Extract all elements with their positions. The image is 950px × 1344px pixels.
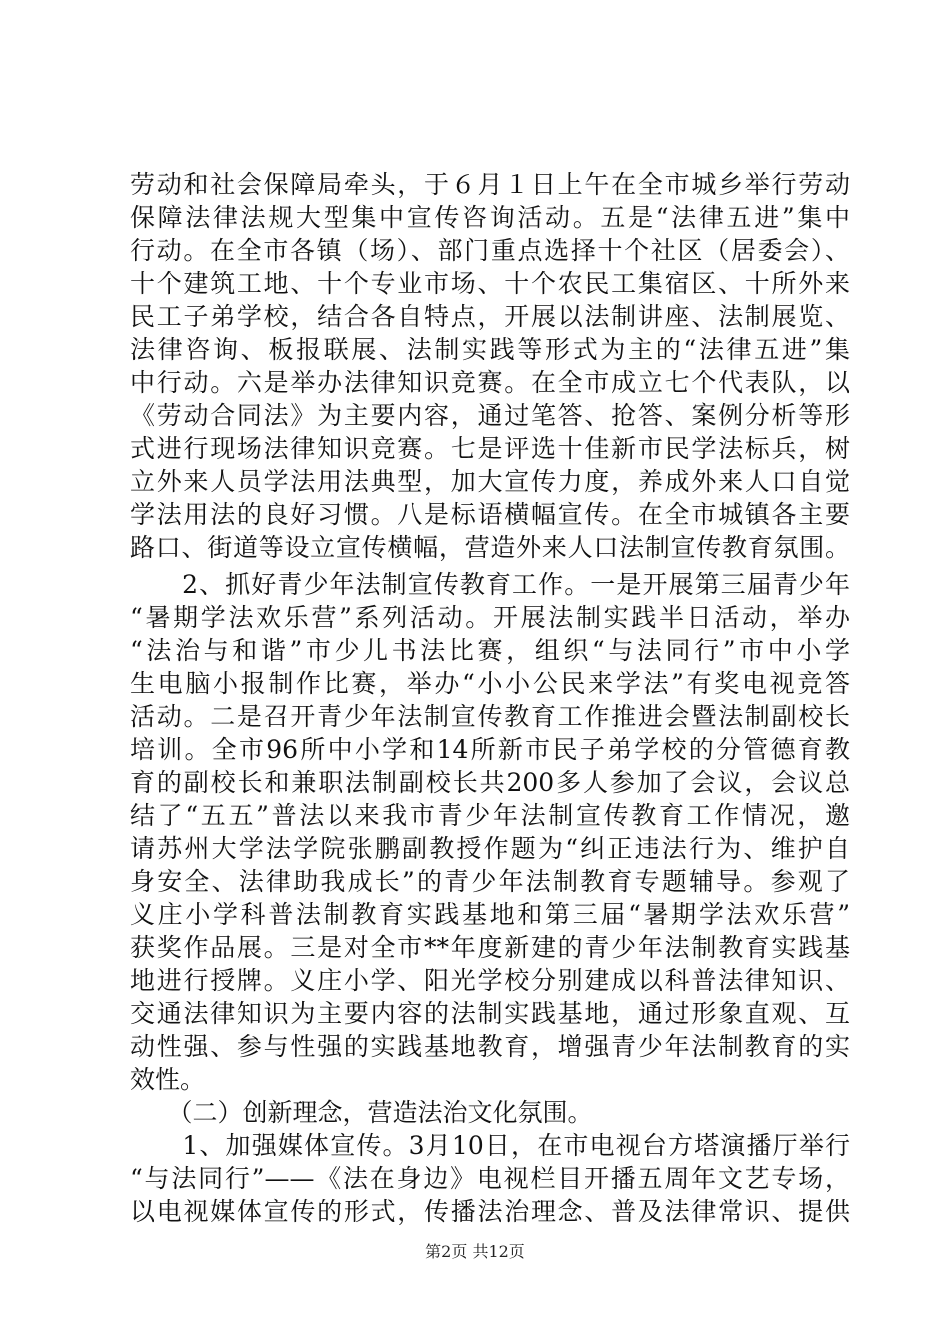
text-line: 以电视媒体宣传的形式，传播法治理念、普及法律常识、提供 xyxy=(130,1197,850,1226)
text-line: “与法同行”——《法在身边》电视栏目开播五周年文艺专场， xyxy=(130,1164,850,1193)
text-line: 民工子弟学校，结合各自特点，开展以法制讲座、法制展览、 xyxy=(130,302,850,331)
text-line: 效性。 xyxy=(130,1065,206,1094)
text-line: 获奖作品展。三是对全市**年度新建的青少年法制教育实践基 xyxy=(130,933,850,962)
text-line: 行动。在全市各镇（场）、部门重点选择十个社区（居委会）、 xyxy=(130,236,850,265)
text-line: “法治与和谐”市少儿书法比赛，组织“与法同行”市中小学 xyxy=(130,636,850,665)
text-line: 《劳动合同法》为主要内容，通过笔答、抢答、案例分析等形 xyxy=(130,401,850,430)
text-line: 生电脑小报制作比赛，举办“小小公民来学法”有奖电视竞答 xyxy=(130,669,850,698)
text-line: “暑期学法欢乐营”系列活动。开展法制实践半日活动，举办 xyxy=(130,603,850,632)
text-line: 中行动。六是举办法律知识竞赛。在全市成立七个代表队，以 xyxy=(130,368,850,397)
text-line: 结了“五五”普法以来我市青少年法制宣传教育工作情况，邀 xyxy=(130,801,850,830)
text-line: 交通法律知识为主要内容的法制实践基地，通过形象直观、互 xyxy=(130,999,850,1028)
section-heading: （二）创新理念，营造法治文化氛围。 xyxy=(130,1098,593,1127)
paragraph-2 xyxy=(130,568,850,1228)
text-line: 保障法律法规大型集中宣传咨询活动。五是“法律五进”集中 xyxy=(130,203,850,232)
text-line: 法律咨询、板报联展、法制实践等形式为主的“法律五进”集 xyxy=(130,335,850,364)
text-line: 活动。二是召开青少年法制宣传教育工作推进会暨法制副校长 xyxy=(130,702,850,731)
text-line: 育的副校长和兼职法制副校长共200多人参加了会议，会议总 xyxy=(130,768,850,797)
text-line: 劳动和社会保障局牵头，于６月１日上午在全市城乡举行劳动 xyxy=(130,170,850,199)
text-line: 学法用法的良好习惯。八是标语横幅宣传。在全市城镇各主要 xyxy=(130,500,850,529)
text-line: 式进行现场法律知识竞赛。七是评选十佳新市民学法标兵，树 xyxy=(130,434,850,463)
text-line: 义庄小学科普法制教育实践基地和第三届“暑期学法欢乐营” xyxy=(130,900,850,929)
text-line: 路口、街道等设立宣传横幅，营造外来人口法制宣传教育氛围。 xyxy=(130,533,850,562)
text-line: 培训。全市96所中小学和14所新市民子弟学校的分管德育教 xyxy=(130,735,850,764)
text-line: 十个建筑工地、十个专业市场、十个农民工集宿区、十所外来 xyxy=(130,269,850,298)
text-line: 身安全、法律助我成长”的青少年法制教育专题辅导。参观了 xyxy=(130,867,850,896)
page-number-footer: 第2页 共12页 xyxy=(425,1242,525,1261)
text-line: 请苏州大学法学院张鹏副教授作题为“纠正违法行为、维护自 xyxy=(130,834,850,863)
text-line: 动性强、参与性强的实践基地教育，增强青少年法制教育的实 xyxy=(130,1032,850,1061)
text-line: 2、抓好青少年法制宣传教育工作。一是开展第三届青少年 xyxy=(130,570,850,599)
text-line: 地进行授牌。义庄小学、阳光学校分别建成以科普法律知识、 xyxy=(130,966,850,995)
text-line: 1、加强媒体宣传。3月10日，在市电视台方塔演播厅举行 xyxy=(130,1131,850,1160)
text-line: 立外来人员学法用法典型，加大宣传力度，养成外来人口自觉 xyxy=(130,467,850,496)
paragraph-1 xyxy=(130,168,850,564)
